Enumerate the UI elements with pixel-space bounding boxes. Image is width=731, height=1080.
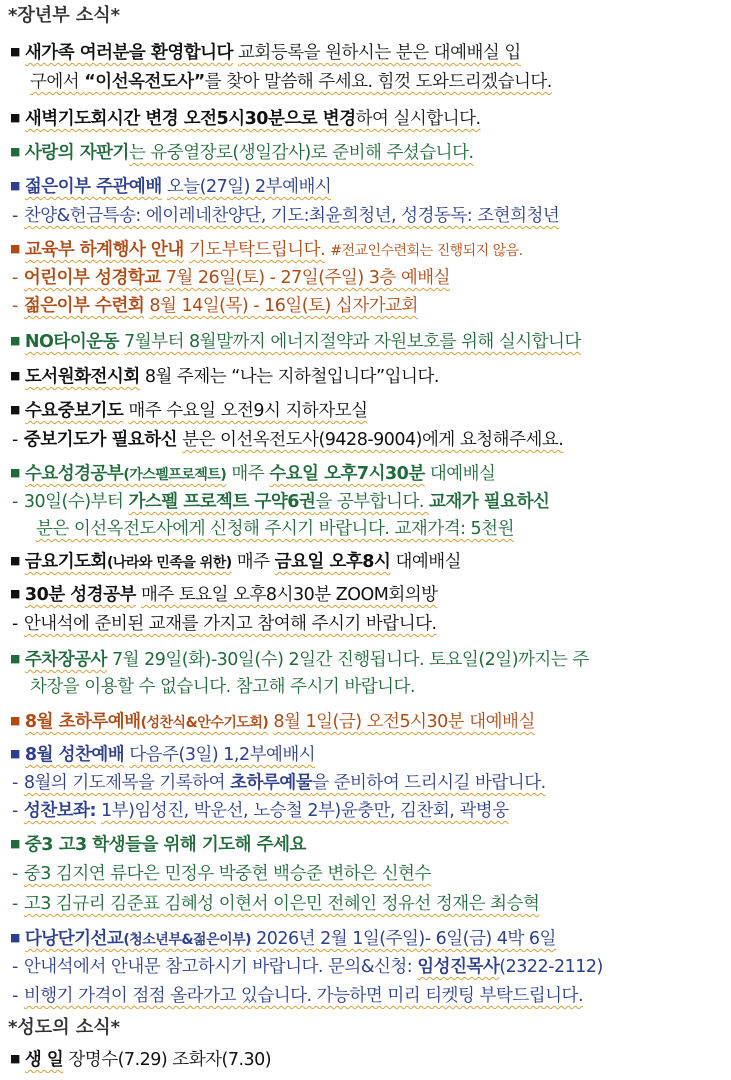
students-sub2-text: 고3 김규리 김준표 김혜성 이현서 이은민 전혜인 정유선 정재은 최승혁 <box>23 894 540 914</box>
mission-title: 다낭단기선교 <box>24 929 124 949</box>
dash-icon: - <box>12 492 18 512</box>
birthday-item <box>10 1047 723 1072</box>
edu-sub1-text: 7월 26일(토) - 27일(주일) 3층 예배실 <box>165 268 451 288</box>
wed-study-sub-2-text: 분은 이선옥전도사에게 신청해 주시기 바랍니다. 교재가격: 5천원 <box>36 519 514 539</box>
students-sub-1 <box>12 862 723 886</box>
aug-comm-sub1-bold: 초하루예물 <box>230 773 313 793</box>
sat-title: 30분 성경공부 <box>24 585 136 605</box>
parking-item <box>10 647 723 672</box>
bullet-icon: ■ <box>10 747 20 760</box>
mission-sub-2 <box>12 984 723 1008</box>
bullet-icon: ■ <box>10 111 20 124</box>
bullet-icon: ■ <box>10 652 20 665</box>
dash-icon: - <box>12 864 18 884</box>
wed-study-item <box>10 461 723 487</box>
bullet-icon: ■ <box>10 45 20 58</box>
bullet-icon: ■ <box>10 334 20 347</box>
wed-prayer-item <box>10 398 723 423</box>
aug-comm-sub-2 <box>12 799 723 823</box>
edu-sub-2 <box>12 294 723 318</box>
dash-icon: - <box>12 430 18 450</box>
aug-comm-sub2-title: 성찬보좌: <box>23 801 96 821</box>
edu-title: 교육부 하계행사 안내 <box>24 240 184 260</box>
welcome-item <box>10 40 723 65</box>
young-sub <box>12 204 723 228</box>
no-text: 7월부터 8월말까지 에너지절약과 자원보호를 위해 실시합니다 <box>124 332 581 352</box>
edu-text-1: 기도부탁드립니다. <box>188 240 326 260</box>
church-news-header: *장년부 소식* <box>8 5 121 26</box>
aug-comm-title: 8월 성찬예배 <box>24 745 125 765</box>
sat-sub <box>12 612 723 636</box>
aug-first-paren: (성찬식&안수기도회) <box>140 715 269 731</box>
students-item <box>10 832 723 857</box>
fri-paren: (나라와 민족을 위한) <box>106 555 232 571</box>
wed-study-day: 수요일 오후7시30분 <box>269 464 425 484</box>
dash-icon: - <box>12 268 18 288</box>
welcome-text-1: 교회등록을 원하시는 분은 대예배실 입 <box>238 43 521 63</box>
love-title: 사랑의 자판기 <box>24 143 129 163</box>
fri-day: 금요일 오후8시 <box>274 552 391 572</box>
mission-item <box>10 926 723 952</box>
edu-sub2-title: 젊은이부 수련회 <box>23 296 145 316</box>
mission-sub1a: 안내석에서 안내문 참고하시기 바랍니다. 문의&신청: <box>23 957 418 977</box>
wed-study-title: 수요성경공부 <box>24 464 124 484</box>
welcome-title: 새가족 여러분을 환영합니다 <box>24 43 233 63</box>
wed-prayer-sub-title: 중보기도가 필요하신 <box>23 430 178 450</box>
library-title: 도서원화전시회 <box>24 367 140 387</box>
edu-sub2-text: 8월 14일(목) - 16일(토) 십자가교회 <box>149 296 418 316</box>
mission-sub1-name: 임성진목사 <box>417 957 500 977</box>
dash-icon: - <box>12 801 18 821</box>
dash-icon: - <box>12 614 18 634</box>
dash-icon: - <box>12 773 18 793</box>
fri-text-2: 대예배실 <box>395 552 462 572</box>
bullet-icon: ■ <box>10 145 20 158</box>
bullet-icon: ■ <box>10 403 20 416</box>
wed-study-text-2: 대예배실 <box>429 464 496 484</box>
dawn-text: 하여 실시합니다. <box>355 109 481 129</box>
members-news-header: *성도의 소식* <box>8 1017 121 1038</box>
edu-text-2: #전교인수련회는 진행되지 않음. <box>330 243 523 259</box>
wed-prayer-text: 매주 수요일 오전9시 지하자모실 <box>128 401 368 421</box>
students-sub-2 <box>12 892 723 916</box>
mission-sub1b: (2322-2112) <box>499 957 603 977</box>
parking-text: 7월 29일(화)-30일(수) 2일간 진행됩니다. 토요일(2일)까지는 주 <box>112 650 589 670</box>
aug-first-title: 8월 초하루예배 <box>24 712 141 732</box>
love-text: 는 유중열장로(생일감사)로 준비해 주셨습니다. <box>128 143 474 163</box>
wed-study-sub-book: 가스펠 프로젝트 구약6권 <box>128 492 316 512</box>
dash-icon: - <box>12 296 18 316</box>
birthday-text: 장명수(7.29) 조화자(7.30) <box>68 1050 272 1070</box>
aug-comm-sub2-text: 1부)임성진, 박운선, 노승철 2부)윤충만, 김찬회, 곽병웅 <box>101 801 509 821</box>
edu-item <box>10 237 723 263</box>
library-text: 8월 주제는 “나는 지하철입니다”입니다. <box>144 367 439 387</box>
welcome-item-line-2 <box>30 70 723 94</box>
edu-sub-1 <box>12 266 723 290</box>
bullet-icon: ■ <box>10 466 20 479</box>
dawn-item <box>10 106 723 131</box>
bullet-icon: ■ <box>10 1052 20 1065</box>
young-title: 젊은이부 주관예배 <box>24 177 162 197</box>
wed-study-sub-1 <box>12 490 723 514</box>
bullet-icon: ■ <box>10 554 20 567</box>
bullet-icon: ■ <box>10 242 20 255</box>
sat-sub-text: 안내석에 준비된 교재를 가지고 참여해 주시기 바랍니다. <box>23 614 437 634</box>
love-item <box>10 140 723 165</box>
wed-prayer-sub-text: 분은 이선옥전도사(9428-9004)에게 요청해주세요. <box>182 430 564 450</box>
parking-title: 주차장공사 <box>24 650 107 670</box>
aug-comm-sub1a: 8월의 기도제목을 기록하여 <box>23 773 231 793</box>
young-item <box>10 174 723 199</box>
birthday-title: 생 일 <box>24 1050 64 1070</box>
parking-text-2: 차장을 이용할 수 없습니다. 참고해 주시기 바랍니다. <box>30 677 416 697</box>
wed-study-sub-1a: 30일(수)부터 <box>23 492 129 512</box>
bullet-icon: ■ <box>10 587 20 600</box>
welcome-text-2a: 구에서 <box>30 72 85 92</box>
welcome-text-2b: 를 찾아 말씀해 주세요. 힘껏 도와드리겠습니다. <box>204 72 552 92</box>
wed-study-text-1: 매주 <box>231 464 265 484</box>
students-title: 중3 고3 학생들을 위해 기도해 주세요 <box>24 835 306 855</box>
sat-item <box>10 582 723 607</box>
sat-text: 매주 토요일 오후8시30분 ZOOM회의방 <box>140 585 438 605</box>
aug-comm-sub-1 <box>12 771 723 795</box>
students-sub1-text: 중3 김지연 류다은 민정우 박중현 백승준 변하은 신현수 <box>23 864 431 884</box>
fri-item <box>10 549 723 575</box>
wed-study-sub-1b: 을 공부합니다. <box>315 492 429 512</box>
mission-paren: (청소년부&젊은이부) <box>123 932 252 948</box>
wed-study-sub-2 <box>36 517 723 541</box>
dash-icon: - <box>12 986 18 1006</box>
aug-comm-item <box>10 742 723 767</box>
bullet-icon: ■ <box>10 931 20 944</box>
parking-item-line-2 <box>30 675 723 699</box>
dash-icon: - <box>12 957 18 977</box>
wed-study-paren: (가스펠프로젝트) <box>123 467 227 483</box>
mission-sub-1 <box>12 955 723 979</box>
no-title: NO타이운동 <box>24 332 120 352</box>
aug-first-text: 8월 1일(금) 오전5시30분 대예배실 <box>273 712 535 732</box>
dawn-title: 새벽기도회시간 변경 오전5시30분으로 변경 <box>24 109 356 129</box>
bullet-icon: ■ <box>10 714 20 727</box>
welcome-name: “이선옥전도사” <box>84 72 205 92</box>
bullet-icon: ■ <box>10 369 20 382</box>
aug-comm-text: 다음주(3일) 1,2부예배시 <box>129 745 316 765</box>
young-text: 오늘(27일) 2부예배시 <box>166 177 332 197</box>
wed-study-sub-need: 교재가 필요하신 <box>428 492 550 512</box>
dash-icon: - <box>12 894 18 914</box>
young-sub-text: 찬양&헌금특송: 에이레네찬양단, 기도:최윤희청년, 성경동독: 조현희청년 <box>23 206 560 226</box>
bullet-icon: ■ <box>10 179 20 192</box>
mission-text: 2026년 2월 1일(주일)- 6일(금) 4박 6일 <box>256 929 556 949</box>
dash-icon: - <box>12 206 18 226</box>
edu-sub1-title: 어린이부 성경학교 <box>23 268 161 288</box>
bullet-icon: ■ <box>10 837 20 850</box>
library-item <box>10 364 723 389</box>
no-tie-item <box>10 329 723 354</box>
wed-prayer-title: 수요중보기도 <box>24 401 124 421</box>
aug-comm-sub1b: 을 준비하여 드리시길 바랍니다. <box>312 773 546 793</box>
fri-title: 금요기도회 <box>24 552 107 572</box>
fri-text-1: 매주 <box>236 552 270 572</box>
aug-first-item <box>10 709 723 735</box>
mission-sub2-text: 비행기 가격이 점점 올라가고 있습니다. 가능하면 미리 티켓팅 부탁드립니다. <box>23 986 584 1006</box>
wed-prayer-sub <box>12 428 723 452</box>
